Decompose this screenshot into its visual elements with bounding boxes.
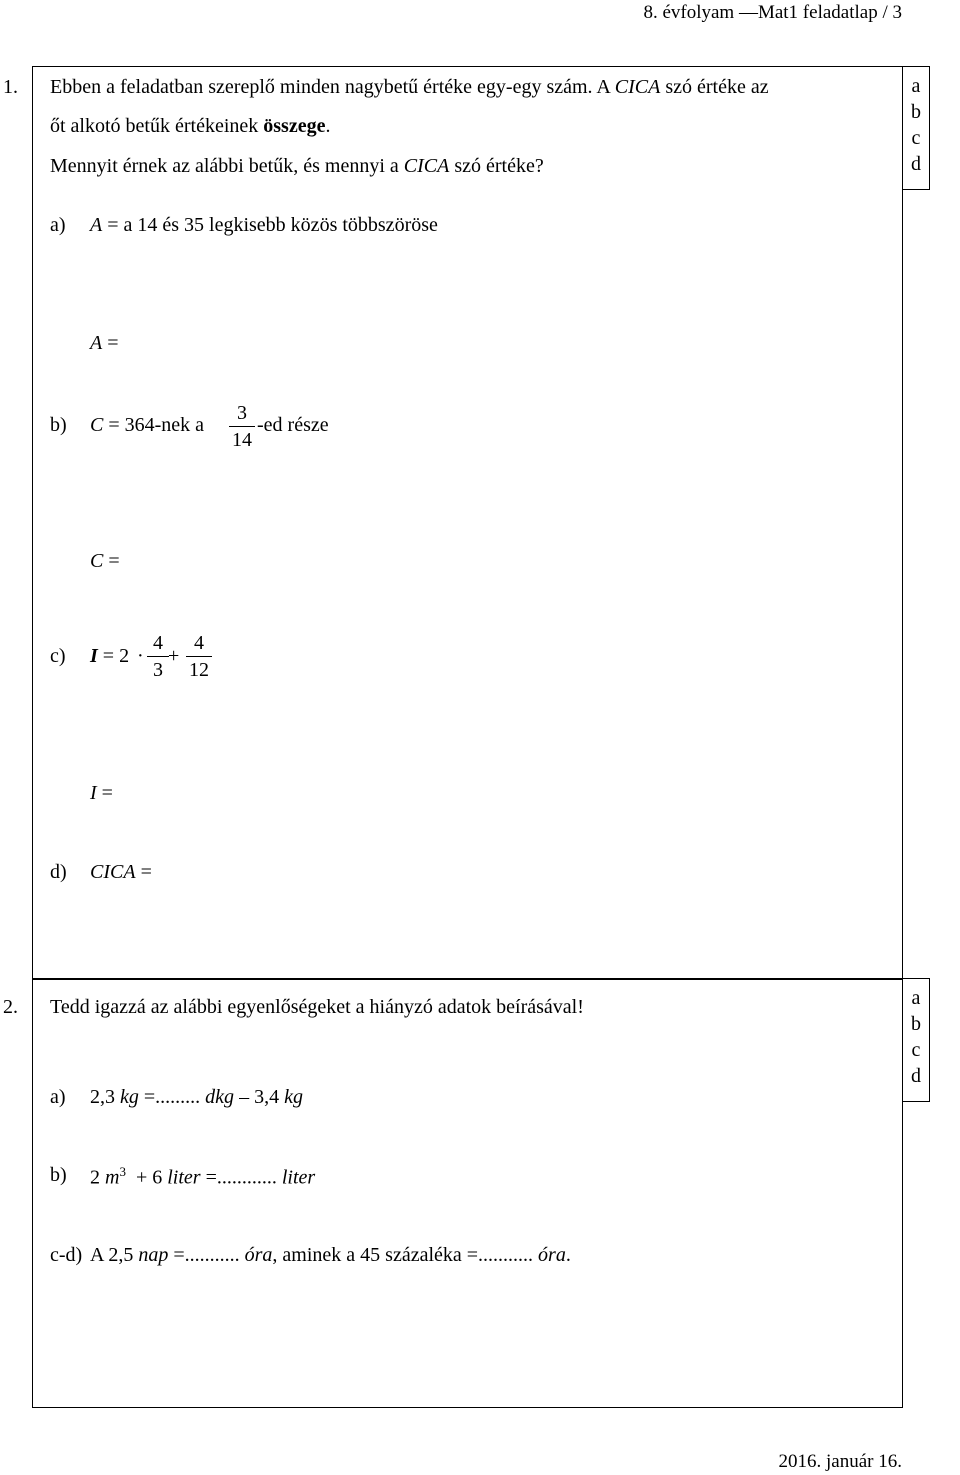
- task1-grade-column: [902, 66, 930, 190]
- task1-b-answer[interactable]: C =: [90, 550, 120, 572]
- task1-c-question: I = 2: [90, 645, 130, 667]
- task1-a-answer[interactable]: A =: [90, 332, 119, 354]
- task2-cd-question[interactable]: A 2,5 nap =........... óra, aminek a 45 százaléka =........... óra.: [90, 1244, 571, 1266]
- task2-intro: Tedd igazzá az alábbi egyenlőségeket a hiányzó adatok beírásával!: [50, 996, 584, 1018]
- task1-c-dot: ·: [137, 645, 144, 667]
- task1-c-label: c): [50, 645, 66, 667]
- task1-intro-line2: őt alkotó betűk értékeinek összege.: [50, 115, 331, 137]
- task1-c-plus: +: [168, 645, 180, 667]
- grade-letter-b: b: [911, 101, 921, 123]
- task2-b-label: b): [50, 1164, 67, 1186]
- task1-d-label: d): [50, 861, 67, 883]
- task2-number: 2.: [3, 996, 18, 1018]
- task1-b-tail: -ed része: [257, 414, 329, 436]
- task2-a-question[interactable]: 2,3 kg =......... dkg – 3,4 kg: [90, 1086, 303, 1108]
- task2-grade-column: [902, 978, 930, 1102]
- task1-d-answer[interactable]: CICA =: [90, 861, 152, 883]
- grade-letter-d: d: [911, 153, 921, 175]
- task2-box: [32, 978, 903, 1408]
- task1-b-label: b): [50, 414, 67, 436]
- task1-intro-line3: Mennyit érnek az alábbi betűk, és mennyi a CICA szó értéke?: [50, 155, 544, 177]
- task2-b-question[interactable]: 2 $m^3 + 6$ liter =............ liter: [90, 1164, 316, 1189]
- page-footer-date: 2016. január 16.: [778, 1451, 902, 1472]
- page-header: 8. évfolyam —Mat1 feladatlap / 3: [643, 2, 902, 23]
- task1-c-answer[interactable]: I =: [90, 782, 113, 804]
- task1-b-fraction: 3 14: [229, 402, 255, 451]
- task1-a-label: a): [50, 214, 66, 236]
- grade-letter-c: c: [911, 1039, 921, 1061]
- task1-a-question: A = a 14 és 35 legkisebb közös többszöröse: [90, 214, 438, 236]
- grade-letter-b: b: [911, 1013, 921, 1035]
- grade-letter-a: a: [911, 987, 921, 1009]
- task1-number: 1.: [3, 76, 18, 98]
- grade-letter-c: c: [911, 127, 921, 149]
- grade-letter-a: a: [911, 75, 921, 97]
- task1-c-fraction1: 4 3: [147, 632, 169, 681]
- task2-cd-label: c-d): [50, 1244, 83, 1266]
- grade-letter-d: d: [911, 1065, 921, 1087]
- task1-c-fraction2: 4 12: [186, 632, 212, 681]
- task1-intro-line1: Ebben a feladatban szereplő minden nagybetű értéke egy-egy szám. A CICA szó értéke az: [50, 76, 769, 98]
- task1-b-question: C = 364-nek a: [90, 414, 205, 436]
- task1-box: [32, 66, 903, 980]
- task2-a-label: a): [50, 1086, 66, 1108]
